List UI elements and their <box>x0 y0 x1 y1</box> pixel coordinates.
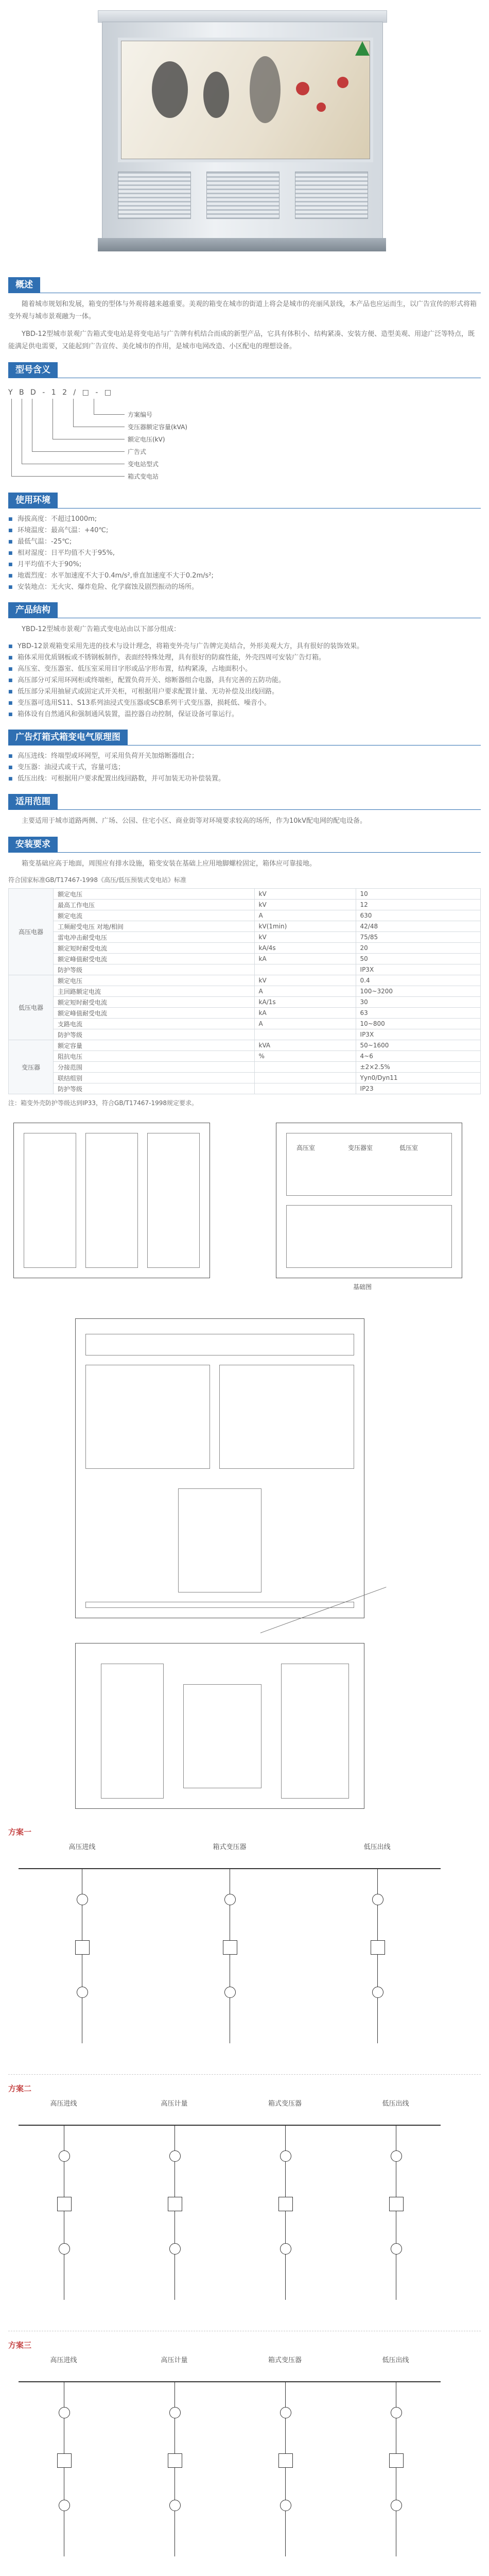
switch-symbol <box>57 2453 72 2468</box>
table-row <box>9 1083 481 1094</box>
transformer-symbol <box>391 2243 402 2255</box>
transformer-symbol <box>224 1894 236 1905</box>
model-code: Y B D - 1 2 / □ - □ <box>8 388 114 397</box>
spec-value-cell: 50~1600 <box>356 1040 480 1051</box>
table-row <box>9 921 481 932</box>
wiring-title: 广告灯箱式箱变电气原理图 <box>8 730 128 745</box>
spec-group-label: 高压电器 <box>9 889 54 975</box>
spec-param-cell: 防护等级 <box>54 964 255 975</box>
switch-symbol <box>168 2453 182 2468</box>
spec-unit-cell <box>254 1083 356 1094</box>
spec-unit-cell: A <box>254 1019 356 1029</box>
features-intro: YBD-12型城市景观广告箱式变电站由以下部分组成： <box>22 625 181 633</box>
table-row <box>9 1019 481 1029</box>
switch-symbol <box>168 2197 182 2211</box>
model-title: 型号含义 <box>8 362 58 378</box>
table-row <box>9 1008 481 1019</box>
spec-value-cell: 4~6 <box>356 1051 480 1062</box>
switch-symbol <box>223 1940 237 1955</box>
spec-unit-cell <box>254 1062 356 1073</box>
spec-param-cell: 分接范围 <box>54 1062 255 1073</box>
spec-unit-cell: kA/4s <box>254 943 356 954</box>
spec-param-cell: 额定短时耐受电流 <box>54 997 255 1008</box>
overview-paragraph-2: YBD-12型城市景观广告箱式变电站是将变电站与广告牌有机结合而成的新型产品，它具有体积小、结构紧凑、安装方便、造型美观、用途广泛等特点，既能满足供电需要，又能起到广告宣传、美化城市的作用，是城市电网改造、小区配电的理想设备。 <box>8 330 475 350</box>
table-row <box>9 997 481 1008</box>
transformer-symbol <box>391 2407 402 2418</box>
list-item: ■ 高压部分可采用环网柜或终端柜，配置负荷开关、熔断器组合电器，具有完善的五防功能。 <box>8 675 481 686</box>
layout-note-4: 基础图 <box>353 1283 372 1291</box>
table-row <box>9 954 481 964</box>
list-item: ■ 月平均值不大于90%; <box>8 559 481 570</box>
spec-param-cell: 阻抗电压 <box>54 1051 255 1062</box>
model-label-4: 额定电压(kV) <box>128 436 165 443</box>
switch-symbol <box>75 1940 90 1955</box>
table-row <box>9 1029 481 1040</box>
list-item: ■ 环境温度：最高气温：+40℃; <box>8 525 481 536</box>
list-item: ■ 低压出线：可根据用户要求配置出线回路数，并可加装无功补偿装置。 <box>8 773 481 785</box>
spec-param-cell: 防护等级 <box>54 1029 255 1040</box>
hero-image <box>0 0 489 268</box>
spec-unit-cell: kV <box>254 975 356 986</box>
spec-unit-cell <box>254 1029 356 1040</box>
advertising-panel <box>118 38 373 162</box>
spec-unit-cell: kV <box>254 932 356 943</box>
spec-unit-cell: kV <box>254 900 356 910</box>
transformer-symbol <box>280 2243 291 2255</box>
scheme-diagrams <box>8 1826 481 2576</box>
list-item: ■ YBD-12景观箱变采用先进的技术与设计理念，将箱变外壳与广告牌完美结合，外形美观大方，具有很好的装饰效果。 <box>8 641 481 652</box>
model-code-diagram <box>8 385 481 483</box>
substation-cabinet-illustration <box>98 10 386 252</box>
table-row <box>9 1051 481 1062</box>
spec-table <box>8 888 481 1094</box>
transformer-symbol <box>169 2243 181 2255</box>
spec-param-cell: 额定电流 <box>54 910 255 921</box>
scheme-diagram <box>8 2094 481 2331</box>
spec-unit-cell: % <box>254 1051 356 1062</box>
spec-value-cell: ±2×2.5% <box>356 1062 480 1073</box>
spec-value-cell: 75/85 <box>356 932 480 943</box>
table-row <box>9 889 481 900</box>
layout-note-1: 高压室 <box>296 1144 316 1151</box>
spec-value-cell: 0.4 <box>356 975 480 986</box>
spec-value-cell: 30 <box>356 997 480 1008</box>
list-item: ■ 箱体设有自然通风和强制通风装置，温控器自动控制，保证设备可靠运行。 <box>8 709 481 720</box>
scheme-diagram <box>8 2350 481 2576</box>
table-row <box>9 975 481 986</box>
spec-param-cell: 联结组别 <box>54 1073 255 1083</box>
list-item: ■ 海拔高度：不超过1000m; <box>8 514 481 525</box>
transformer-symbol <box>77 1894 88 1905</box>
model-label-1: 箱式变电站 <box>128 473 159 480</box>
spec-param-cell: 额定峰值耐受电流 <box>54 1008 255 1019</box>
features-title: 产品结构 <box>8 602 58 618</box>
table-row <box>9 1040 481 1051</box>
spec-param-cell: 最高工作电压 <box>54 900 255 910</box>
spec-value-cell: 10~800 <box>356 1019 480 1029</box>
switch-symbol <box>389 2197 404 2211</box>
scheme-busbar <box>19 2125 441 2126</box>
scheme-column-label: 高压进线 <box>68 1843 96 1851</box>
conditions-list <box>8 514 481 593</box>
scheme-column-label: 低压出线 <box>382 2357 409 2364</box>
wiring-heading <box>8 730 481 745</box>
list-item: ■ 安装地点：无火灾、爆炸危险、化学腐蚀及剧烈振动的场所。 <box>8 582 481 593</box>
scheme-title: 方案二 <box>8 2084 32 2093</box>
usage-paragraph: 主要适用于城市道路两侧、广场、公园、住宅小区、商业街等对环境要求较高的场所，作为10kV配电网的配电设备。 <box>22 817 366 825</box>
list-item: ■ 高压进线：终端型或环网型，可采用负荷开关加熔断器组合； <box>8 751 481 762</box>
spec-param-cell: 额定短时耐受电流 <box>54 943 255 954</box>
conditions-heading <box>8 493 481 509</box>
vent-middle <box>206 172 280 219</box>
transformer-symbol <box>391 2500 402 2511</box>
switch-symbol <box>389 2453 404 2468</box>
spec-unit-cell: A <box>254 910 356 921</box>
spec-param-cell: 主回路额定电流 <box>54 986 255 997</box>
features-heading <box>8 602 481 618</box>
spec-value-cell: 20 <box>356 943 480 954</box>
list-item: ■ 低压部分采用抽屉式或固定式开关柜，可根据用户要求配置计量、无功补偿及出线回路。 <box>8 686 481 698</box>
transformer-symbol <box>169 2500 181 2511</box>
transformer-symbol <box>372 1987 383 1998</box>
transformer-symbol <box>59 2150 70 2162</box>
spec-unit-cell: kV <box>254 889 356 900</box>
spec-value-cell: IP3X <box>356 964 480 975</box>
table-row <box>9 1073 481 1083</box>
table-row <box>9 932 481 943</box>
spec-value-cell: 63 <box>356 1008 480 1019</box>
vent-right <box>295 172 368 219</box>
transformer-symbol <box>280 2150 291 2162</box>
install-title: 安装要求 <box>8 837 58 852</box>
spec-unit-cell: A <box>254 986 356 997</box>
spec-param-cell: 额定峰值耐受电流 <box>54 954 255 964</box>
spec-unit-cell <box>254 1073 356 1083</box>
spec-note: 注：箱变外壳防护等级达到IP33，符合GB/T17467-1998规定要求。 <box>8 1099 198 1107</box>
scheme-column-label: 低压出线 <box>382 2100 409 2108</box>
spec-param-cell: 额定电压 <box>54 889 255 900</box>
transformer-symbol <box>280 2407 291 2418</box>
spec-unit-cell: kA/1s <box>254 997 356 1008</box>
switch-symbol <box>278 2197 293 2211</box>
scheme-diagram <box>8 1837 481 2075</box>
scheme-busbar <box>19 2381 441 2382</box>
table-row <box>9 910 481 921</box>
spec-value-cell: 50 <box>356 954 480 964</box>
spec-unit-cell: kA <box>254 1008 356 1019</box>
spec-group-label: 低压电器 <box>9 975 54 1040</box>
layout-note-2: 变压器室 <box>348 1144 373 1151</box>
spec-unit-cell: kA <box>254 954 356 964</box>
list-item: ■ 变压器可选用S11、S13系列油浸式变压器或SCB系列干式变压器，损耗低、噪音小。 <box>8 698 481 709</box>
list-item: ■ 高压室、变压器室、低压室采用目字形或品字形布置，结构紧凑，占地面积小。 <box>8 664 481 675</box>
table-row <box>9 1062 481 1073</box>
scheme-column-label: 高压进线 <box>50 2100 77 2108</box>
overview-heading <box>8 277 481 293</box>
scheme-busbar <box>19 1868 441 1869</box>
transformer-symbol <box>59 2407 70 2418</box>
overview-paragraph-1: 随着城市规划和发展，箱变的型体与外观将越来越重要。美观的箱变在城市的街道上将会是城市的亮丽风景线，本产品也应运而生，以广告宣传的形式将箱变外观与城市景观融为一体。 <box>8 300 477 320</box>
transformer-symbol <box>59 2243 70 2255</box>
table-row <box>9 943 481 954</box>
cabinet-roof <box>98 10 387 23</box>
spec-value-cell: 100~3200 <box>356 986 480 997</box>
scheme-column-label: 低压出线 <box>363 1843 391 1851</box>
scheme-title: 方案一 <box>8 1827 32 1837</box>
wiring-list <box>8 751 481 785</box>
list-item: ■ 箱体采用优质钢板或不锈钢板制作，表面经特殊处理，具有很好的防腐性能，外壳四周可安装广告灯箱。 <box>8 652 481 664</box>
list-item: ■ 最低气温：-25℃; <box>8 536 481 548</box>
usage-title: 适用范围 <box>8 794 58 809</box>
switch-symbol <box>371 1940 385 1955</box>
model-label-3: 广告式 <box>128 448 147 455</box>
transformer-symbol <box>77 1987 88 1998</box>
spec-param-cell: 防护等级 <box>54 1083 255 1094</box>
spec-param-cell: 雷电冲击耐受电压 <box>54 932 255 943</box>
transformer-symbol <box>169 2150 181 2162</box>
usage-heading <box>8 794 481 810</box>
scheme-title: 方案三 <box>8 2341 32 2350</box>
structure-drawing <box>8 1303 481 1818</box>
transformer-symbol <box>372 1894 383 1905</box>
transformer-symbol <box>59 2500 70 2511</box>
model-label-2: 变电站型式 <box>128 461 159 468</box>
transformer-symbol <box>391 2150 402 2162</box>
spec-value-cell: Yyn0/Dyn11 <box>356 1073 480 1083</box>
spec-value-cell: 12 <box>356 900 480 910</box>
spec-value-cell: IP3X <box>356 1029 480 1040</box>
vent-left <box>118 172 191 219</box>
spec-param-cell: 额定容量 <box>54 1040 255 1051</box>
table-row <box>9 986 481 997</box>
cabinet-body <box>102 22 383 239</box>
list-item: ■ 相对湿度：日平均值不大于95%, <box>8 548 481 559</box>
model-heading <box>8 362 481 378</box>
spec-group-label: 变压器 <box>9 1040 54 1094</box>
spec-param-cell: 额定电压 <box>54 975 255 986</box>
transformer-symbol <box>224 1987 236 1998</box>
spec-value-cell: IP23 <box>356 1083 480 1094</box>
spec-value-cell: 42/48 <box>356 921 480 932</box>
switch-symbol <box>278 2453 293 2468</box>
install-heading <box>8 837 481 853</box>
spec-param-cell: 工频耐受电压 对地/相间 <box>54 921 255 932</box>
spec-value-cell: 630 <box>356 910 480 921</box>
conditions-title: 使用环境 <box>8 493 58 508</box>
scheme-column-label: 高压计量 <box>161 2100 188 2108</box>
model-label-6: 方案编号 <box>128 411 153 418</box>
table-row <box>9 964 481 975</box>
overview-title: 概述 <box>8 277 40 293</box>
spec-unit-cell <box>254 964 356 975</box>
spec-value-cell: 10 <box>356 889 480 900</box>
list-item: ■ 变压器：油浸式或干式，容量可选； <box>8 762 481 773</box>
spec-unit-cell: kV(1min) <box>254 921 356 932</box>
scheme-column-label: 箱式变压器 <box>268 2100 302 2108</box>
cabinet-base <box>98 238 386 251</box>
scheme-column-label: 高压计量 <box>161 2357 188 2364</box>
scheme-column-label: 高压进线 <box>50 2357 77 2364</box>
features-list <box>8 641 481 720</box>
layout-note-3: 低压室 <box>399 1144 418 1151</box>
table-row <box>9 900 481 910</box>
scheme-column-label: 箱式变压器 <box>213 1843 247 1851</box>
spec-param-cell: 支路电流 <box>54 1019 255 1029</box>
layout-drawing <box>8 1112 481 1298</box>
spec-unit-cell: kVA <box>254 1040 356 1051</box>
list-item: ■ 地震烈度：水平加速度不大于0.4m/s²,垂直加速度不大于0.2m/s²; <box>8 570 481 582</box>
model-label-5: 变压器额定容量(kVA) <box>128 423 187 431</box>
spec-standard: 符合国家标准GB/T17467-1998《高压/低压预装式变电站》标准 <box>8 876 186 884</box>
switch-symbol <box>57 2197 72 2211</box>
install-paragraph: 箱变基础应高于地面，周围应有排水设施，箱变安装在基础上应用地脚螺栓固定，箱体应可靠接地。 <box>22 860 317 868</box>
transformer-symbol <box>280 2500 291 2511</box>
transformer-symbol <box>169 2407 181 2418</box>
scheme-column-label: 箱式变压器 <box>268 2357 302 2364</box>
